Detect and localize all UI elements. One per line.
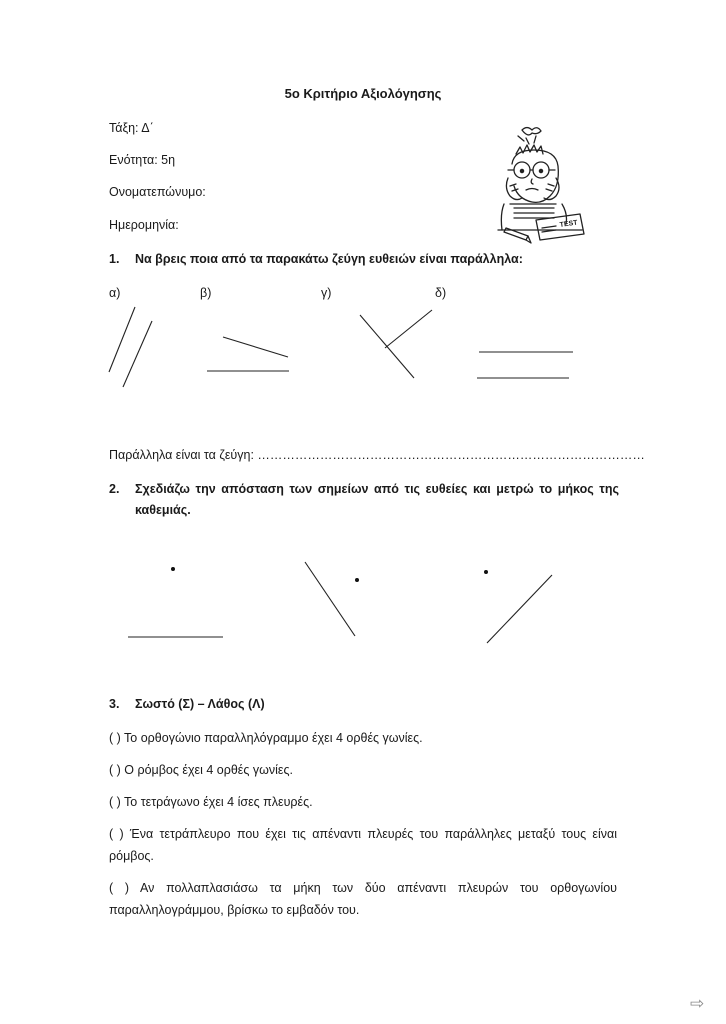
distance-figure-2-line — [305, 562, 355, 636]
question-2-text: Σχεδιάζω την απόσταση των σημείων από τις ευθείες και μετρώ το μήκος της καθεμιάς. — [135, 482, 619, 517]
parallel-answer-line[interactable]: Παράλληλα είναι τα ζεύγη: ………………………………………………………………………………… — [109, 448, 645, 462]
option-d-label: δ) — [435, 286, 447, 300]
question-1-text: Να βρεις ποια από τα παρακάτω ζεύγη ευθειών είναι παράλληλα: — [135, 252, 523, 266]
distance-figure-3-point — [484, 570, 488, 574]
option-a-label: α) — [109, 286, 121, 300]
distance-figure-1-point — [171, 567, 175, 571]
question-3-text: Σωστό (Σ) – Λάθος (Λ) — [135, 697, 265, 711]
true-false-statement-3: ( ) Το τετράγωνο έχει 4 ίσες πλευρές. — [109, 795, 313, 809]
question-3 — [109, 697, 265, 711]
true-false-statement-5: ( ) Αν πολλαπλασιάσω τα μήκη των δύο απέναντι πλευρών του ορθογωνίου παραλληλογράμμου, βρίσκω το εμβαδόν του. — [109, 881, 617, 917]
next-page-arrow-icon[interactable]: ⇨ — [690, 994, 705, 1013]
page-title: 5ο Κριτήριο Αξιολόγησης — [284, 86, 442, 101]
question-2-number: 2. — [109, 482, 120, 496]
distance-figure-2-point — [355, 578, 359, 582]
class-field: Τάξη: Δ΄ — [109, 121, 154, 135]
true-false-statement-2: ( ) Ο ρόμβος έχει 4 ορθές γωνίες. — [109, 763, 293, 777]
true-false-statement-1: ( ) Το ορθογώνιο παραλληλόγραμμο έχει 4 ορθές γωνίες. — [109, 731, 423, 745]
question-1-number: 1. — [109, 252, 120, 266]
option-b-label: β) — [200, 286, 212, 300]
distance-figure-3-line — [487, 575, 552, 643]
option-c-label: γ) — [321, 286, 332, 300]
unit-field: Ενότητα: 5η — [109, 153, 176, 167]
test-paper-label: TEST — [559, 219, 578, 229]
name-field: Ονοματεπώνυμο: — [109, 185, 206, 199]
true-false-statement-4: ( ) Ένα τετράπλευρο που έχει τις απέναντι πλευρές του παράλληλες μεταξύ τους είναι ρόμβος. — [109, 827, 617, 863]
date-field: Ημερομηνία: — [109, 218, 179, 232]
question-3-number: 3. — [109, 697, 120, 711]
